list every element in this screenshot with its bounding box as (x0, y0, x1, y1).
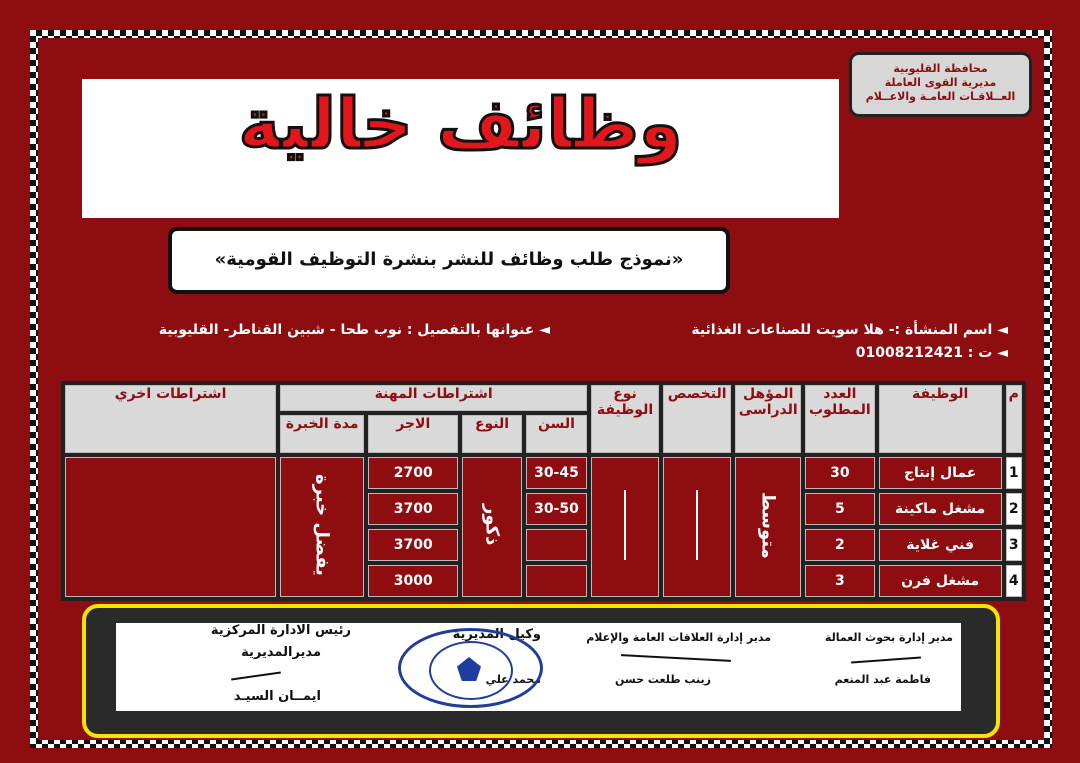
specialty-merged-cell (663, 457, 732, 597)
governorate-header-box (849, 52, 1032, 117)
row-3-job: فني غلاية (879, 529, 1002, 561)
signatures-panel (82, 604, 1000, 738)
sig-4-title: رئيس الادارة المركزية (210, 623, 351, 638)
eagle-emblem-icon (457, 657, 481, 681)
header-num: م (1006, 385, 1022, 453)
official-stamp (398, 628, 543, 708)
empty-line-mark (624, 490, 626, 560)
row-2-age: 30-50 (526, 493, 587, 525)
gov-line-1: محافظة القليوبية (893, 62, 988, 75)
row-2-salary: 3700 (368, 493, 458, 525)
header-specialty: التخصص (663, 385, 732, 453)
gov-line-2: مديرية القوى العاملة (884, 76, 997, 89)
sig-2-title: مدير إدارة العلاقات العامة والإعلام (586, 631, 771, 644)
company-phone-line: ◄ ت : 01008212421 (855, 345, 1008, 361)
row-3-count: 2 (805, 529, 875, 561)
row-1-count: 30 (805, 457, 875, 489)
gov-line-3: العــلاقـات العامـة والاعــلام (865, 90, 1016, 103)
header-job-conditions: اشتراطات المهنة (280, 385, 587, 411)
gender-value: ذكور (481, 504, 503, 546)
qualification-value: متوسط (757, 491, 779, 559)
row-1-age: 30-45 (526, 457, 587, 489)
gender-merged-cell (462, 457, 521, 597)
other-merged-cell (65, 457, 276, 597)
row-3-salary: 3700 (368, 529, 458, 561)
row-2-num: 2 (1006, 493, 1022, 525)
stamp-inner-ring (429, 641, 513, 700)
header-gender: النوع (462, 415, 521, 453)
sig-3-title: وكيل المديرية (452, 627, 541, 642)
signature-scribble (851, 657, 921, 664)
row-2-count: 5 (805, 493, 875, 525)
header-count: العدد المطلوب (805, 385, 875, 453)
row-3-age (526, 529, 587, 561)
header-qualification: المؤهل الدراسى (735, 385, 801, 453)
sig-1-name: فاطمة عبد المنعم (834, 673, 931, 686)
form-subtitle: «نموذج طلب وظائف للنشر بنشرة التوظيف القومية» (168, 227, 730, 294)
row-4-count: 3 (805, 565, 875, 597)
job-type-merged-cell (591, 457, 659, 597)
header-salary: الاجر (368, 415, 458, 453)
jobs-table (61, 381, 1026, 601)
sig-4-name: ايمــان السيـد (233, 689, 321, 704)
qualification-merged-cell (735, 457, 801, 597)
company-address-line: ◄ عنوانها بالتفصيل : نوب طحا - شبين القناطر- القليوبية (158, 322, 550, 338)
row-1-job: عمال إنتاج (879, 457, 1002, 489)
header-experience: مدة الخبرة (280, 415, 364, 453)
row-4-job: مشغل فرن (879, 565, 1002, 597)
row-4-age (526, 565, 587, 597)
signature-scribble (621, 654, 731, 662)
row-4-num: 4 (1006, 565, 1022, 597)
signatures-sheet (116, 623, 961, 711)
row-1-salary: 2700 (368, 457, 458, 489)
header-other: اشتراطات اخري (65, 385, 276, 453)
sig-2-name: زينب طلعت حسن (615, 673, 711, 686)
empty-line-mark (696, 490, 698, 560)
row-4-salary: 3000 (368, 565, 458, 597)
sig-4-title-2: مديرالمديرية (241, 645, 321, 660)
experience-value: يفضل خبرة (311, 474, 333, 576)
jobs-banner (82, 79, 839, 218)
header-job-type: نوع الوظيفة (591, 385, 659, 453)
sig-3-name: محمد علي (485, 673, 541, 686)
signature-scribble (231, 672, 281, 681)
header-age: السن (526, 415, 587, 453)
row-3-num: 3 (1006, 529, 1022, 561)
banner-title: وظائف خالية (238, 83, 683, 165)
sig-1-title: مدير إدارة بحوث العمالة (824, 631, 953, 644)
row-2-job: مشغل ماكينة (879, 493, 1002, 525)
experience-merged-cell (280, 457, 364, 597)
row-1-num: 1 (1006, 457, 1022, 489)
header-job: الوظيفة (879, 385, 1002, 453)
company-name-line: ◄ اسم المنشأة :- هلا سويت للصناعات الغذائية (691, 322, 1008, 338)
